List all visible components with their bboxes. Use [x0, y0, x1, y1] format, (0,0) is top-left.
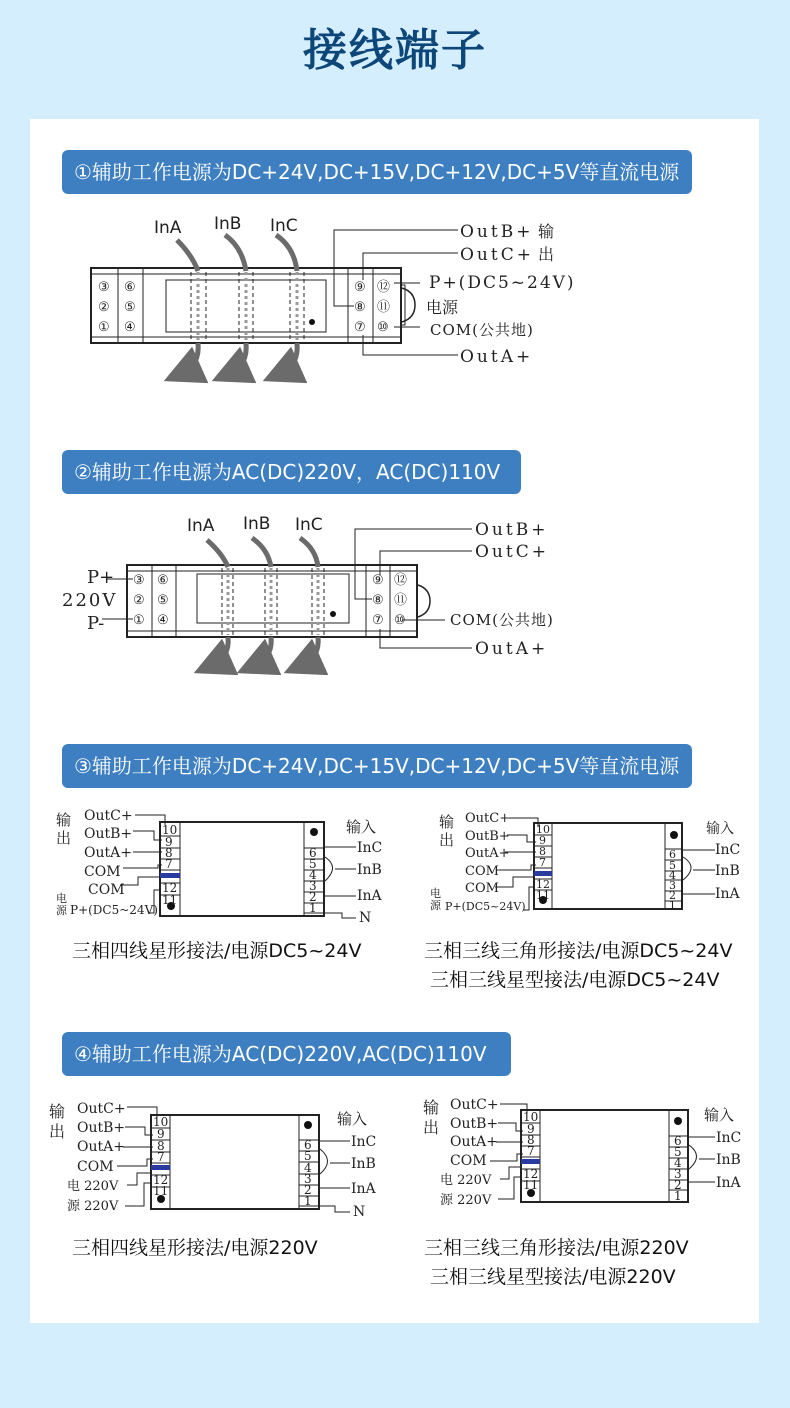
inc-label: InC [716, 1130, 742, 1146]
outa-label: OutA+ [475, 639, 549, 659]
pin-8: 8 [157, 1139, 165, 1153]
outa-label: OutA+ [84, 845, 132, 861]
pin-1: 1 [304, 1194, 312, 1208]
outa-label: OutA+ [460, 347, 534, 367]
terminal-11: ⑪ [377, 300, 391, 315]
section-3-diagram-three-wire [427, 805, 757, 915]
inb-label: InB [243, 514, 271, 534]
section-1-din-rail-diagram [80, 205, 590, 385]
power-side-label-2: 源 [430, 899, 441, 912]
pin-1: 1 [669, 899, 676, 912]
com-label: COM [84, 864, 121, 880]
output-side-label: 输 [49, 1102, 66, 1121]
n-label: N [359, 910, 372, 925]
pin-8: 8 [539, 845, 546, 858]
inc-label: InC [295, 515, 323, 535]
inc-label: InC [357, 840, 383, 856]
pin-5: 5 [309, 857, 317, 871]
outb-label: OutB+ [77, 1120, 126, 1136]
pin-11: 11 [162, 893, 178, 907]
com-label: COM [77, 1159, 114, 1175]
outc-label: OutC+ [475, 542, 549, 562]
page-title: 接线端子 [303, 25, 487, 76]
terminal-6: ⑥ [157, 573, 169, 588]
pin-3: 3 [669, 879, 676, 892]
input-title: 输入 [337, 1110, 368, 1128]
terminal-6: ⑥ [124, 280, 136, 295]
ina-label: InA [351, 1181, 376, 1197]
terminal-3: ③ [133, 573, 145, 588]
section-4-diagram-three-wire [420, 1093, 755, 1208]
pin-5: 5 [304, 1149, 312, 1163]
pin-9: 9 [539, 834, 546, 847]
pin-11: 11 [153, 1184, 169, 1198]
pin-7: 7 [165, 857, 173, 871]
section-1-header: ①辅助工作电源为DC+24V,DC+15V,DC+12V,DC+5V等直流电源 [62, 150, 692, 194]
outc-label: OutC+ [460, 245, 534, 265]
outb-label: OutB+ [84, 826, 133, 842]
pin-6: 6 [669, 848, 676, 861]
terminal-9: ⑨ [372, 573, 384, 588]
pin-10: 10 [153, 1115, 169, 1129]
inc-label: InC [715, 842, 741, 858]
output-side-label: 输 [439, 813, 455, 831]
terminal-3: ③ [98, 280, 110, 295]
section-4-caption-right-2: 三相三线星型接法/电源220V [430, 1266, 676, 1288]
terminal-4: ④ [124, 320, 136, 335]
section-4-caption-right-1: 三相三线三角形接法/电源220V [424, 1237, 689, 1259]
pin-11: 11 [523, 1178, 539, 1192]
terminal-11: ⑪ [394, 593, 408, 608]
terminal-7: ⑦ [372, 613, 384, 628]
section-4-caption-left: 三相四线星形接法/电源220V [72, 1237, 318, 1259]
pin-4: 4 [674, 1156, 682, 1170]
pin-6: 6 [304, 1138, 312, 1152]
pin-9: 9 [157, 1127, 165, 1141]
terminal-5: ⑤ [124, 300, 136, 315]
ina-label: InA [154, 218, 182, 238]
power-plus-label: P+(DC5~24V) [445, 900, 526, 913]
p-minus-label: P- [87, 613, 105, 634]
terminal-5: ⑤ [157, 593, 169, 608]
input-title: 输入 [704, 1106, 735, 1124]
outb-label: OutB+ [450, 1116, 499, 1132]
output-side-label-2: 出 [49, 1122, 66, 1141]
pin-9: 9 [527, 1122, 535, 1136]
pin-12: 12 [162, 881, 178, 895]
pin-10: 10 [523, 1110, 539, 1124]
power-side-label-2: 源 [56, 904, 67, 917]
output-side-label: 输 [423, 1098, 440, 1117]
terminal-2: ② [133, 593, 145, 608]
inc-label: InC [351, 1134, 377, 1150]
pin-7: 7 [157, 1150, 165, 1164]
com-label: COM(公共地) [450, 611, 554, 629]
pin-2: 2 [309, 890, 317, 904]
outc-label: OutC+ [450, 1097, 499, 1113]
outa-label: OutA+ [77, 1139, 125, 1155]
pin-4: 4 [304, 1161, 312, 1175]
power-side-label: 电 [430, 887, 441, 900]
inb-label: InB [357, 862, 382, 878]
ina-label: InA [187, 516, 215, 536]
outb-label: OutB+ [465, 829, 510, 844]
com-label: COM(公共地) [430, 321, 534, 339]
inb-label: InB [351, 1156, 376, 1172]
pin-4: 4 [309, 868, 317, 882]
pin-5: 5 [674, 1145, 682, 1159]
voltage-label: 220V [62, 590, 118, 611]
pin-12: 12 [523, 1167, 539, 1181]
pin-2: 2 [669, 889, 676, 902]
inb-label: InB [715, 863, 740, 879]
power-220v-label-2: 源 220V [67, 1199, 119, 1214]
terminal-9: ⑨ [354, 280, 366, 295]
pin-4: 4 [669, 869, 676, 882]
section-4-diagram-four-wire [45, 1095, 390, 1220]
power-label: 电源 [426, 298, 459, 317]
inc-label: InC [270, 216, 298, 236]
output-label-2: 出 [538, 245, 555, 264]
power-plus-label: P+(DC5~24V) [70, 903, 158, 917]
terminal-7: ⑦ [354, 320, 366, 335]
com-label: COM [465, 864, 499, 879]
com-label: COM [450, 1153, 487, 1169]
pin-1: 1 [674, 1189, 682, 1203]
terminal-10: ⑩ [377, 320, 389, 335]
outc-label: OutC+ [84, 808, 133, 824]
pin-10: 10 [162, 823, 178, 837]
section-3-diagram-four-wire [50, 805, 390, 925]
terminal-4: ④ [157, 613, 169, 628]
section-4-header: ④辅助工作电源为AC(DC)220V,AC(DC)110V [62, 1032, 511, 1076]
pin-8: 8 [165, 846, 173, 860]
power-220v-label: 电 220V [67, 1179, 119, 1194]
section-2-header: ②辅助工作电源为AC(DC)220V，AC(DC)110V [62, 450, 521, 494]
pin-9: 9 [165, 835, 173, 849]
inb-label: InB [716, 1152, 741, 1168]
terminal-2: ② [98, 300, 110, 315]
terminal-8: ⑧ [372, 593, 384, 608]
terminal-1: ① [98, 320, 110, 335]
input-title: 输入 [706, 821, 734, 837]
com-label-2: COM [465, 881, 499, 896]
power-side-label: 电 [56, 892, 67, 905]
power-220v-label-2: 源 220V [440, 1193, 492, 1208]
terminal-8: ⑧ [354, 300, 366, 315]
pin-10: 10 [536, 823, 550, 836]
pin-12: 12 [536, 878, 550, 891]
output-side-label-2: 出 [56, 829, 72, 847]
ina-label: InA [716, 1175, 741, 1191]
pin-12: 12 [153, 1173, 169, 1187]
power-plus-label: P+(DC5~24V) [429, 273, 576, 293]
pin-3: 3 [304, 1172, 312, 1186]
pin-6: 6 [674, 1134, 682, 1148]
pin-2: 2 [304, 1183, 312, 1197]
terminal-12: ⑫ [377, 280, 391, 295]
outb-label: OutB+ [475, 520, 549, 540]
section-3-caption-left: 三相四线星形接法/电源DC5~24V [72, 940, 362, 962]
input-title: 输入 [346, 818, 377, 836]
terminal-1: ① [133, 613, 145, 628]
ina-label: InA [715, 886, 740, 902]
n-label: N [353, 1204, 366, 1220]
outa-label: OutA+ [450, 1134, 498, 1150]
outa-label: OutA+ [465, 846, 510, 861]
inb-label: InB [214, 214, 242, 234]
pin-3: 3 [674, 1167, 682, 1181]
outc-label: OutC+ [465, 811, 511, 826]
outb-label: OutB+ [460, 222, 534, 242]
output-side-label-2: 出 [423, 1118, 440, 1137]
terminal-10: ⑩ [394, 613, 406, 628]
section-3-header: ③辅助工作电源为DC+24V,DC+15V,DC+12V,DC+5V等直流电源 [62, 744, 692, 788]
pin-7: 7 [527, 1144, 535, 1158]
section-3-caption-right-1: 三相三线三角形接法/电源DC5~24V [424, 940, 733, 962]
pin-5: 5 [669, 859, 676, 872]
pin-2: 2 [674, 1178, 682, 1192]
pin-8: 8 [527, 1133, 535, 1147]
section-2-din-rail-diagram [60, 505, 570, 675]
power-220v-label: 电 220V [440, 1173, 492, 1188]
com-label-2: COM [88, 882, 125, 898]
p-plus-label: P+ [87, 567, 115, 588]
section-3-caption-right-2: 三相三线星型接法/电源DC5~24V [430, 969, 720, 991]
output-side-label: 输 [56, 811, 72, 829]
pin-1: 1 [309, 901, 317, 915]
pin-3: 3 [309, 879, 317, 893]
ina-label: InA [357, 888, 382, 904]
pin-7: 7 [539, 856, 546, 869]
pin-11: 11 [536, 889, 550, 902]
pin-6: 6 [309, 846, 317, 860]
output-side-label-2: 出 [439, 831, 455, 849]
outc-label: OutC+ [77, 1101, 126, 1117]
output-label: 输 [538, 222, 555, 241]
terminal-12: ⑫ [394, 573, 408, 588]
